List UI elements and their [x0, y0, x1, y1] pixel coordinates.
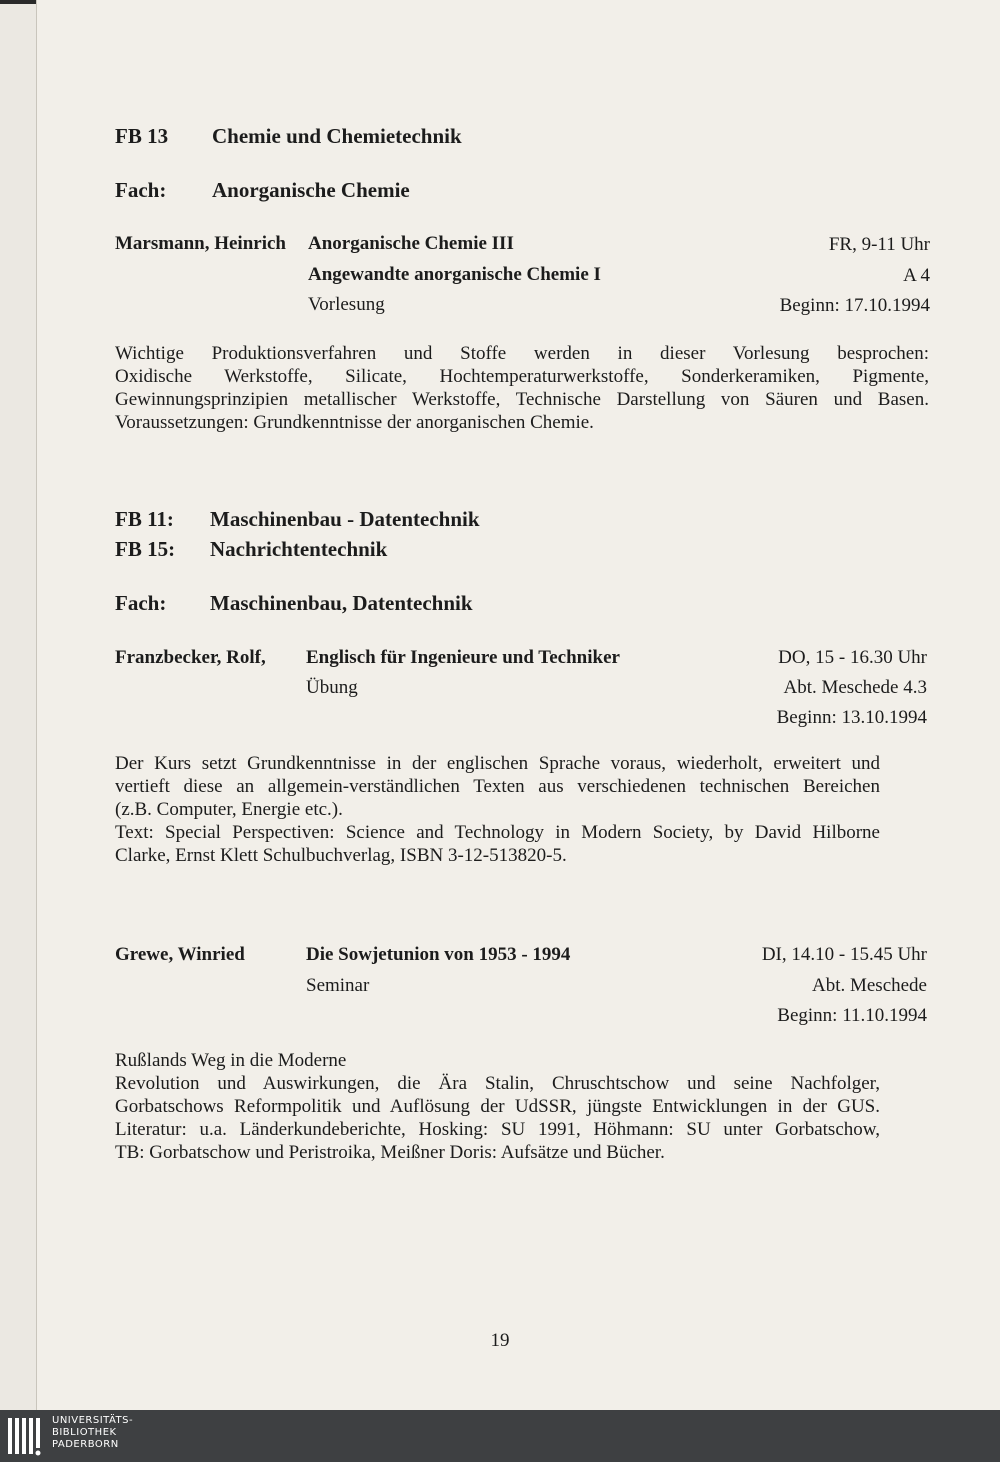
description-line: Revolution und Auswirkungen, die Ära Stalin, Chruschtschow und seine Nachfolger, — [115, 1073, 880, 1094]
course-time: DI, 14.10 - 15.45 Uhr — [761, 944, 927, 965]
library-name-line: BIBLIOTHEK — [52, 1427, 117, 1438]
library-name-line: UNIVERSITÄTS- — [52, 1415, 134, 1426]
course-title: Anorganische Chemie III — [308, 233, 514, 254]
course-room: A 4 — [903, 265, 930, 286]
description-line: Gewinnungsprinzipien metallischer Werkstoffe, Technische Darstellung von Säuren und Basen. — [115, 389, 929, 410]
fb-code: FB 11: — [115, 507, 174, 531]
description-line: Literatur: u.a. Länderkundeberichte, Hosking: SU 1991, Höhmann: SU unter Gorbatschow, — [115, 1119, 880, 1140]
course-description — [115, 342, 929, 434]
course-begin: Beginn: 11.10.1994 — [777, 1005, 927, 1026]
course-title-2: Angewandte anorganische Chemie I — [308, 264, 601, 285]
fb-name: Maschinenbau - Datentechnik — [210, 507, 480, 531]
description-line: vertieft diese an allgemein-verständlichen Texten aus verschiedenen technischen Bereichen — [115, 776, 880, 797]
library-footer — [0, 1410, 1000, 1462]
page-number: 19 — [490, 1330, 510, 1351]
description-line: (z.B. Computer, Energie etc.). — [115, 799, 343, 820]
course-title: Englisch für Ingenieure und Techniker — [306, 647, 620, 668]
course-title: Die Sowjetunion von 1953 - 1994 — [306, 944, 571, 965]
library-name — [52, 1415, 133, 1451]
course-room: Abt. Meschede — [811, 975, 927, 996]
course-description — [115, 1049, 880, 1164]
library-logo-icon — [8, 1416, 48, 1456]
course-begin: Beginn: 13.10.1994 — [776, 707, 927, 728]
fb-name: Nachrichtentechnik — [210, 537, 388, 561]
course-begin: Beginn: 17.10.1994 — [779, 295, 930, 316]
description-line: Voraussetzungen: Grundkenntnisse der anorganischen Chemie. — [115, 412, 594, 433]
description-line: Text: Special Perspectiven: Science and Technology in Modern Society, by David Hilborne — [115, 822, 880, 843]
fach-name: Maschinenbau, Datentechnik — [210, 591, 473, 615]
fb-name: Chemie und Chemietechnik — [212, 124, 462, 148]
description-line: Wichtige Produktionsverfahren und Stoffe werden in dieser Vorlesung besprochen: — [115, 343, 929, 364]
description-line: TB: Gorbatschow und Peristroika, Meißner Doris: Aufsätze und Bücher. — [115, 1142, 665, 1163]
course-time: FR, 9-11 Uhr — [828, 234, 930, 255]
fach-label: Fach: — [115, 591, 167, 615]
course-description — [115, 752, 880, 867]
course-lecturer: Marsmann, Heinrich — [115, 233, 286, 254]
library-name-line: PADERBORN — [52, 1439, 119, 1450]
course-time: DO, 15 - 16.30 Uhr — [778, 647, 927, 668]
description-line: Clarke, Ernst Klett Schulbuchverlag, ISBN 3-12-513820-5. — [115, 845, 567, 866]
fach-label: Fach: — [115, 178, 167, 202]
description-line: Rußlands Weg in die Moderne — [115, 1050, 347, 1071]
course-type: Übung — [306, 677, 358, 698]
course-lecturer: Franzbecker, Rolf, — [115, 647, 266, 668]
course-room: Abt. Meschede 4.3 — [783, 677, 927, 698]
fach-name: Anorganische Chemie — [212, 178, 410, 202]
course-lecturer: Grewe, Winried — [115, 944, 245, 965]
course-type: Seminar — [306, 975, 370, 996]
fb-code: FB 15: — [115, 537, 176, 561]
document-page — [36, 0, 1000, 1410]
description-line: Oxidische Werkstoffe, Silicate, Hochtemperaturwerkstoffe, Sonderkeramiken, Pigmente, — [115, 366, 929, 387]
description-line: Gorbatschows Reformpolitik und Auflösung der UdSSR, jüngste Entwicklungen in der GUS. — [115, 1096, 880, 1117]
fb-code: FB 13 — [115, 124, 169, 148]
description-line: Der Kurs setzt Grundkenntnisse in der englischen Sprache voraus, wiederholt, erweitert und — [115, 753, 880, 774]
course-type: Vorlesung — [308, 294, 385, 315]
